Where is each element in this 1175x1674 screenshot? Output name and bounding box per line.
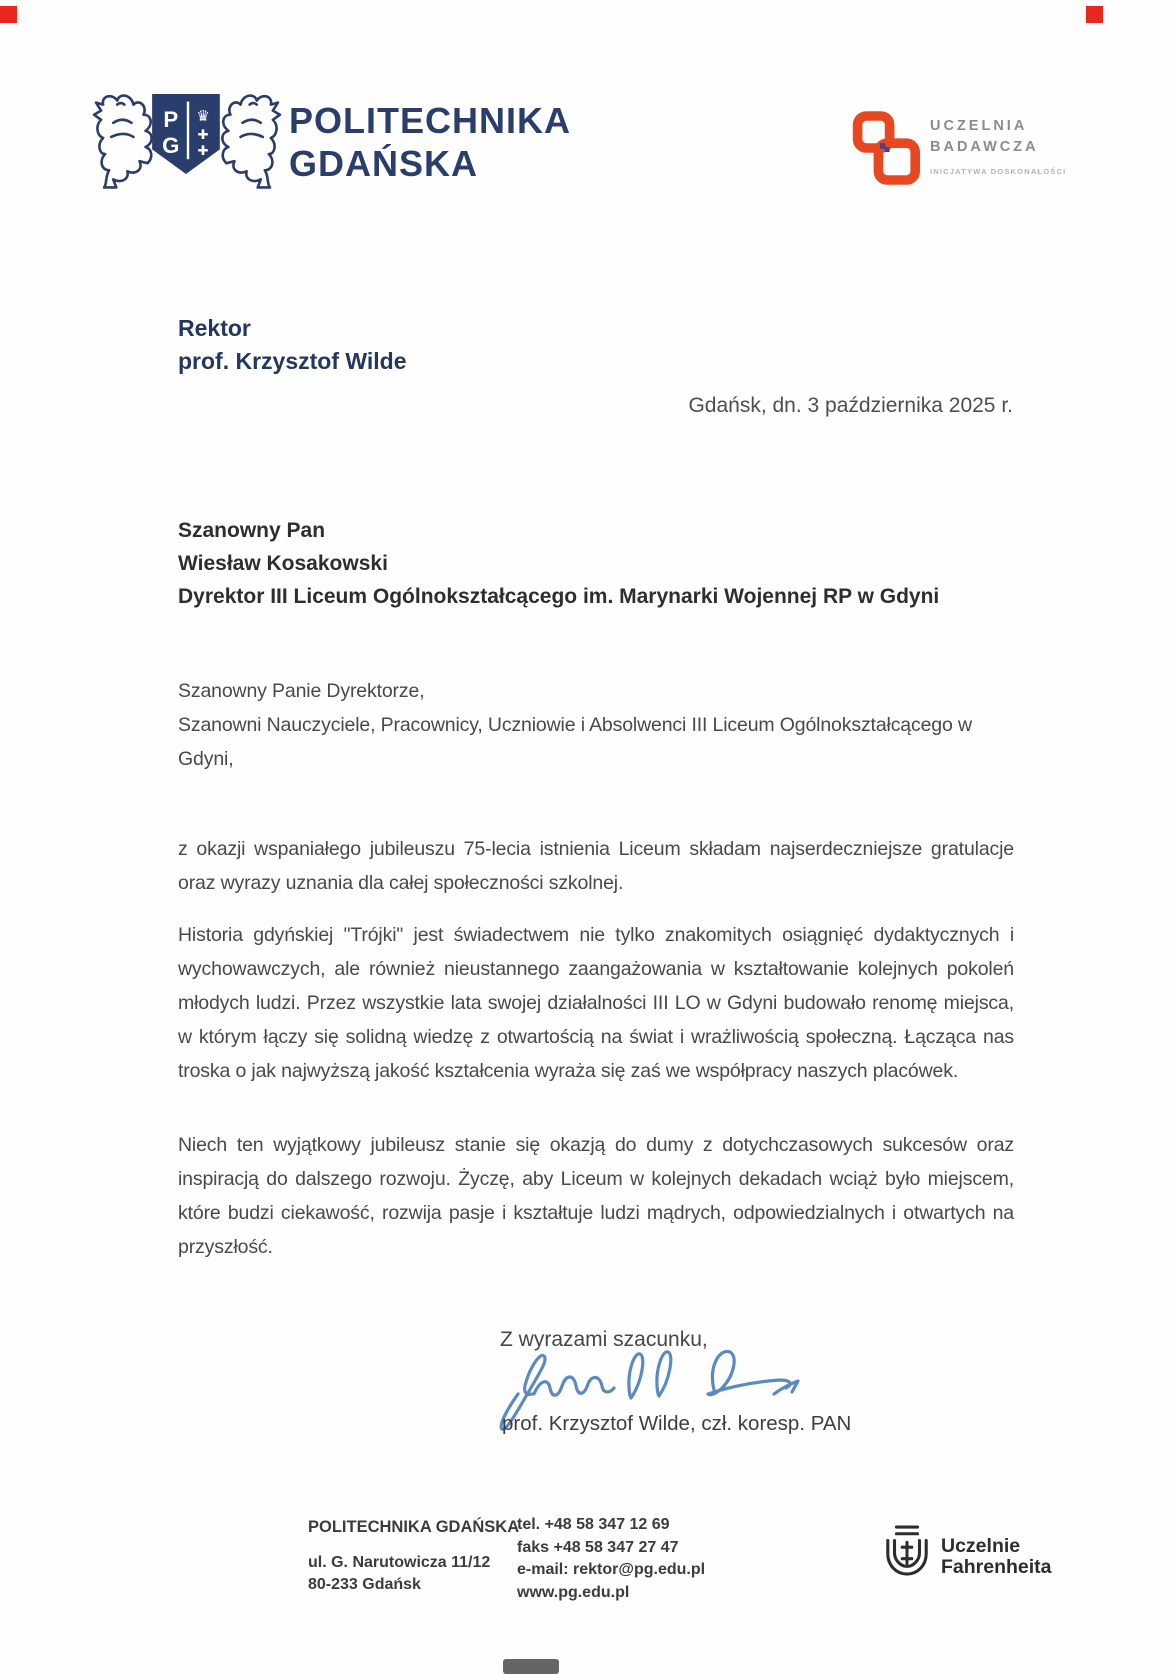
badge-subtitle: INICJATYWA DOSKONAŁOŚCI — [930, 167, 1067, 176]
griffin-left-icon — [94, 96, 152, 188]
footer-org-name: POLITECHNIKA GDAŃSKA — [308, 1518, 520, 1536]
dateline: Gdańsk, dn. 3 października 2025 r. — [688, 394, 1013, 417]
cross-icon: ✚ — [197, 127, 209, 143]
uf-line1: Uczelnie — [941, 1535, 1021, 1557]
scan-smudge — [503, 1659, 559, 1674]
uf-line2: Fahrenheita — [941, 1556, 1052, 1578]
footer-street: ul. G. Narutowicza 11/12 — [308, 1554, 491, 1571]
badge-line2: BADAWCZA — [930, 139, 1039, 155]
pg-wordmark — [289, 99, 571, 185]
uczelnia-badawcza-text — [930, 116, 1066, 182]
footer-contact-block — [517, 1514, 705, 1604]
uczelnia-badawcza-icon — [848, 108, 920, 188]
shield-letter-p: P — [163, 106, 179, 132]
footer-www: www.pg.edu.pl — [517, 1583, 630, 1601]
crop-mark-top-right — [1086, 6, 1103, 23]
uczelnia-badawcza-logo — [848, 108, 1128, 192]
badge-notch — [880, 143, 886, 149]
pg-wordmark-line2: GDAŃSKA — [289, 143, 479, 184]
crop-mark-top-left — [0, 6, 17, 23]
crown-icon: ♛ — [196, 106, 210, 125]
cross-icon: ✚ — [197, 144, 209, 160]
greeting-line1: Szanowny Panie Dyrektorze, — [178, 680, 425, 702]
footer-address-block — [308, 1516, 519, 1596]
recipient-salutation: Szanowny Pan — [178, 519, 326, 542]
footer-email: e-mail: rektor@pg.edu.pl — [517, 1561, 706, 1578]
uczelnie-fahrenheita-icon — [883, 1524, 931, 1580]
sender-block — [178, 312, 407, 378]
pg-crest-icon — [92, 90, 284, 196]
badge-line1: UCZELNIA — [930, 118, 1028, 134]
pg-wordmark-line1: POLITECHNIKA — [289, 100, 571, 141]
uczelnie-fahrenheita-logo — [883, 1524, 1143, 1584]
greeting-line2: Szanowni Nauczyciele, Pracownicy, Uczniowie i Absolwenci III Liceum Ogólnokształcącego w Gdyni, — [178, 714, 972, 770]
recipient-name: Wiesław Kosakowski — [178, 552, 388, 575]
recipient-block — [178, 514, 939, 613]
recipient-position: Dyrektor III Liceum Ogólnokształcącego im. Marynarki Wojennej RP w Gdyni — [178, 585, 940, 608]
paragraph-3: Niech ten wyjątkowy jubileusz stanie się okazją do dumy z dotychczasowych sukcesów oraz inspiracją do dalszego rozwoju. Życzę, aby Liceum w kolejnych dekadach wciąż było miejscem, które budzi ciekawość, rozwija pasje i kształtuje ludzi mądrych, odpowiedzialnych i otwartych na przyszłość. — [178, 1134, 1014, 1258]
footer-city: 80-233 Gdańsk — [308, 1576, 421, 1593]
pg-shield-icon — [153, 94, 220, 173]
badge-notch — [885, 147, 890, 152]
footer-tel: tel. +48 58 347 12 69 — [517, 1516, 670, 1533]
griffin-right-icon — [222, 96, 280, 188]
paragraph-1: z okazji wspaniałego jubileuszu 75-lecia istnienia Liceum składam najserdeczniejsze gratulacje oraz wyrazy uznania dla całej społeczności szkolnej. — [178, 838, 1014, 894]
greeting-block — [178, 674, 1014, 776]
paragraph-2: Historia gdyńskiej "Trójki" jest świadectwem nie tylko znakomitych osiągnięć dydaktycznych i wychowawczych, ale również nieustannego zaangażowania w kształtowanie kolejnych pokoleń młodych ludzi. Przez wszystkie lata swojej działalności III LO w Gdyni budowało renomę miejsca, w którym łączy się solidną wiedzę z otwartością na świat i wrażliwością społeczną. Łącząca nas troska o jak najwyższą jakość kształcenia wyraża się zaś we współpracy naszych placówek. — [178, 924, 1014, 1082]
signatory-name: prof. Krzysztof Wilde, czł. koresp. PAN — [502, 1412, 852, 1435]
shield-letter-g: G — [162, 133, 180, 159]
uczelnie-fahrenheita-text — [941, 1536, 1052, 1578]
sender-title: Rektor — [178, 315, 251, 341]
footer-fax: faks +48 58 347 27 47 — [517, 1538, 679, 1556]
sender-name: prof. Krzysztof Wilde — [178, 348, 407, 374]
closing-phrase: Z wyrazami szacunku, — [500, 1328, 708, 1351]
